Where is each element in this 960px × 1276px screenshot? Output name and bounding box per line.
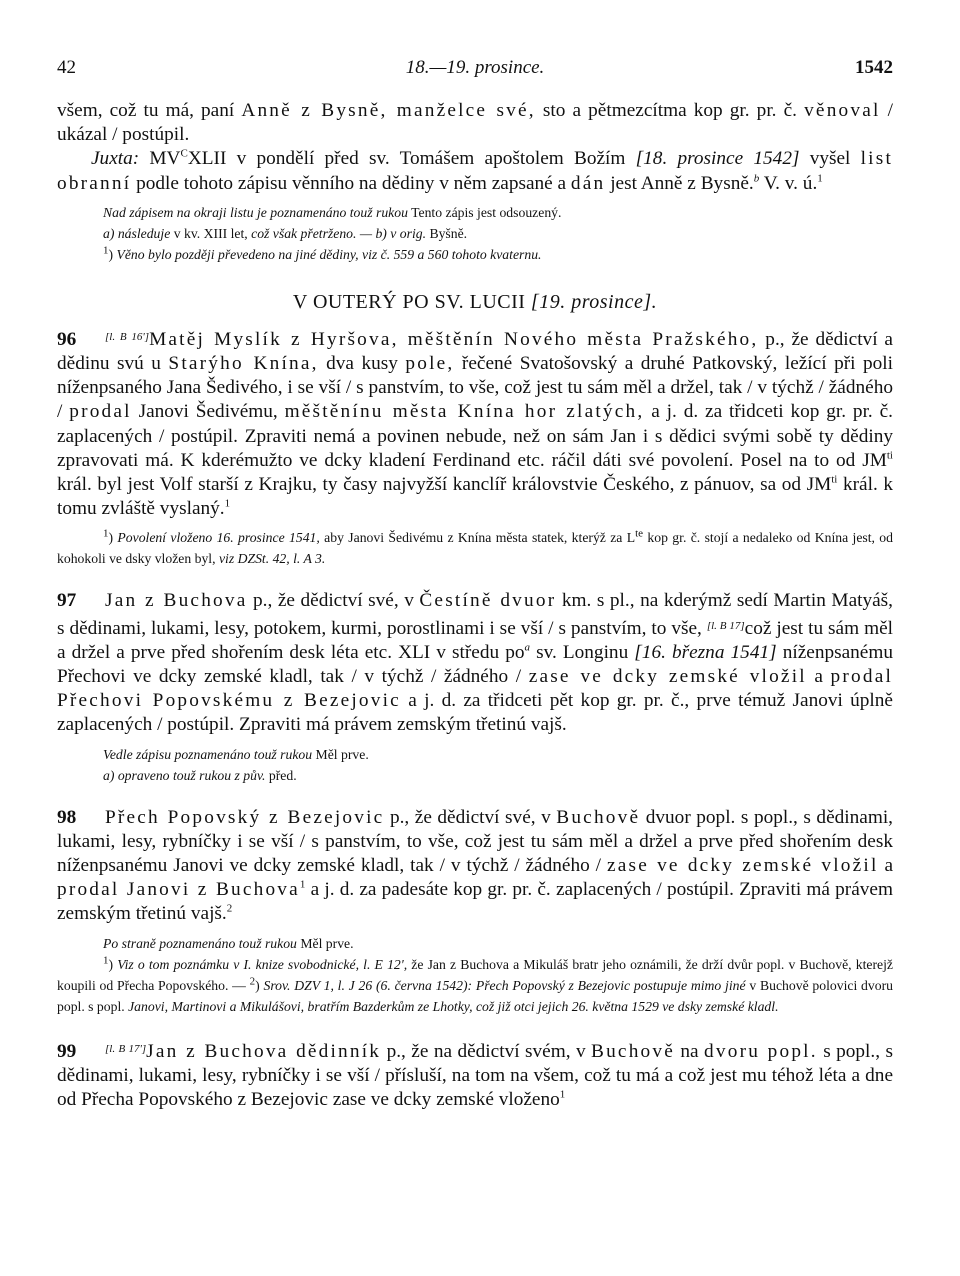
entry-96: 96 [l. B 16']Matěj Myslík z Hyršova, měštěnín Nového města Pražského, p., že dědictví a dědinu svú u Starýho Knína, dva kusy pole, řečené Svatošovský a druhé Patkovský, ležící při poli níženpsaného Jana Šedivého, i se vší / s panstvím, to vše, což jest tu sám měl a držel, tak / v týchž / žádného / prodal Janovi Šedivému, měštěnínu města Knína hor zlatých, a j. d. za třidceti kop gr. pr. č. zaplacených / postúpil. Zpraviti nemá a povinen nebude, než on sám Jan i s dědici svými sobě ty dědiny zpravovati má. K kderémužto ve dcky kladení Ferdinand etc. ráčil dáti své povolení. Posel na to od $JM^{ti}$ král. byl jest Volf starší z Krajku, ty časy najvyžší kanclíř královstvie Českého, z pánuov, sa od $JM^{ti}$ král. k tomu zvláště vyslaný.$^1$ xyxy=(57,328,893,520)
page-header xyxy=(57,57,893,81)
footnote: $^1$) Povolení vloženo 16. prosince 1541, aby Janovi Šedivému z Knína města statek, kterýž za $L^{te}$ kop gr. č. stojí a nedaleko od Knína jest, od kohokoli ve dsky vložen byl, viz DZSt. 42, l. A 3. xyxy=(57,527,893,567)
variant-note: a) opraveno touž rukou z pův. před. xyxy=(103,767,297,783)
editorial-note: Nad zápisem na okraji listu je poznamenáno touž rukou Tento zápis jest odsouzený. xyxy=(103,204,562,220)
page-number: 42 xyxy=(57,57,76,78)
folio-marker: [l. B 17'] xyxy=(105,1042,147,1055)
running-title: 18.—19. prosince. xyxy=(405,57,545,78)
entry-number: 98 xyxy=(57,806,77,828)
juxta-paragraph: Juxta: $MV^CXLII$ v pondělí před sv. Tomášem apoštolem Božím [18. prosince 1542] vyšel list obranní podle tohoto zápisu věnního na dědiny v něm zapsané a dán jest Anně z Bysně.$^b$ V. v. ú.$^1$ xyxy=(57,147,893,194)
variant-note: a) následuje v kv. XIII let, což však přetrženo. — b) v orig. Byšně. xyxy=(103,225,468,241)
entry-number: 99 xyxy=(57,1040,77,1062)
year-heading: 1542 xyxy=(855,57,893,78)
entry-number: 96 xyxy=(57,328,77,350)
entry-99: 99 [l. B 17']Jan z Buchova dědinník p., že na dědictví svém, v Buchově na dvoru popl. s popl., s dědinami, lukami, lesy, rybníčky i se vší / přísluší, na tom na všem, což tu má a což jest mu téhož léta a dne od Přecha Popovského z Bezejovic zase ve dcky zemské vloženo$^1$ xyxy=(57,1040,893,1111)
page-body xyxy=(57,99,893,1112)
entry-98: 98 Přech Popovský z Bezejovic p., že dědictví své, v Buchově dvuor popl. s popl., s dědinami, lukami, lesy, rybníčky i se vší / s panstvím, to vše, což jest tu sám měl a držel a prve před shořením desk níženpsanému Janovi ve dcky zemské kladl, tak / v týchž / žádného / zase ve dcky zemské vložil a prodal Janovi z Buchova$^1$ a j. d. za padesáte kop gr. pr. č. zaplacených / postúpil. Zpraviti má právem zemským třetinú vajš.$^2$ xyxy=(57,806,894,925)
continued-entry-text: všem, což tu má, paní Anně z Bysně, manželce své, sto a pětmezcítma kop gr. pr. č. věnoval / ukázal / postúpil. xyxy=(57,100,893,146)
footnote: $^1$) Viz o tom poznámku v I. knize svobodnické, l. E 12', že Jan z Buchova a Mikuláš bratr jeho oznámili, že drží dvůr popl. v Buchově, kterejž koupili od Přecha Popovského. — $^2$) Srov. DZV 1, l. J 26 (6. června 1542): Přech Popovský z Bezejovic postupuje mimo jiné v Buchově polovici dvoru popl. s popl. Janovi, Martinovi a Mikulášovi, bratřím Bazderkům ze Lhotky, což již otci jejich 26. května 1529 ve dsky zemské kladl. xyxy=(57,954,893,1014)
editorial-note: Po straně poznamenáno touž rukou Měl prve. xyxy=(103,935,354,951)
footnote: $^1$) Věno bylo později převedeno na jiné dědiny, viz č. 559 a 560 tohoto kvaternu. xyxy=(103,244,542,262)
entry-97: 97 Jan z Buchova p., že dědictví své, v Čestíně dvuor km. s pl., na kderýmž sedí Martin Matyáš, s dědinami, lukami, lesy, potokem, kurmi, porostlinami i se vší / s panstvím, to vše, [l. B 17]což jest tu sám měl a držel a prve před shořením desk léta etc. XLI v středu $po^a$ sv. Longinu [16. března 1541] níženpsanému Přechovi ve dcky zemské kladl, tak / v týchž / žádného / zase ve dcky zemské vložil a prodal Přechovi Popovskému z Bezejovic a j. d. za třidceti pět kop gr. pr. č., prve témuž Janovi úplně zaplacených / postúpil. Zpraviti má právem zemským třetinú vajš. xyxy=(57,590,894,736)
editorial-note: Vedle zápisu poznamenáno touž rukou Měl prve. xyxy=(103,746,369,762)
folio-marker: [l. B 17] xyxy=(706,619,745,632)
folio-marker: [l. B 16'] xyxy=(105,330,150,343)
section-heading: V OUTERÝ PO SV. LUCII [19. prosince]. xyxy=(292,290,658,313)
entry-number: 97 xyxy=(57,590,77,612)
